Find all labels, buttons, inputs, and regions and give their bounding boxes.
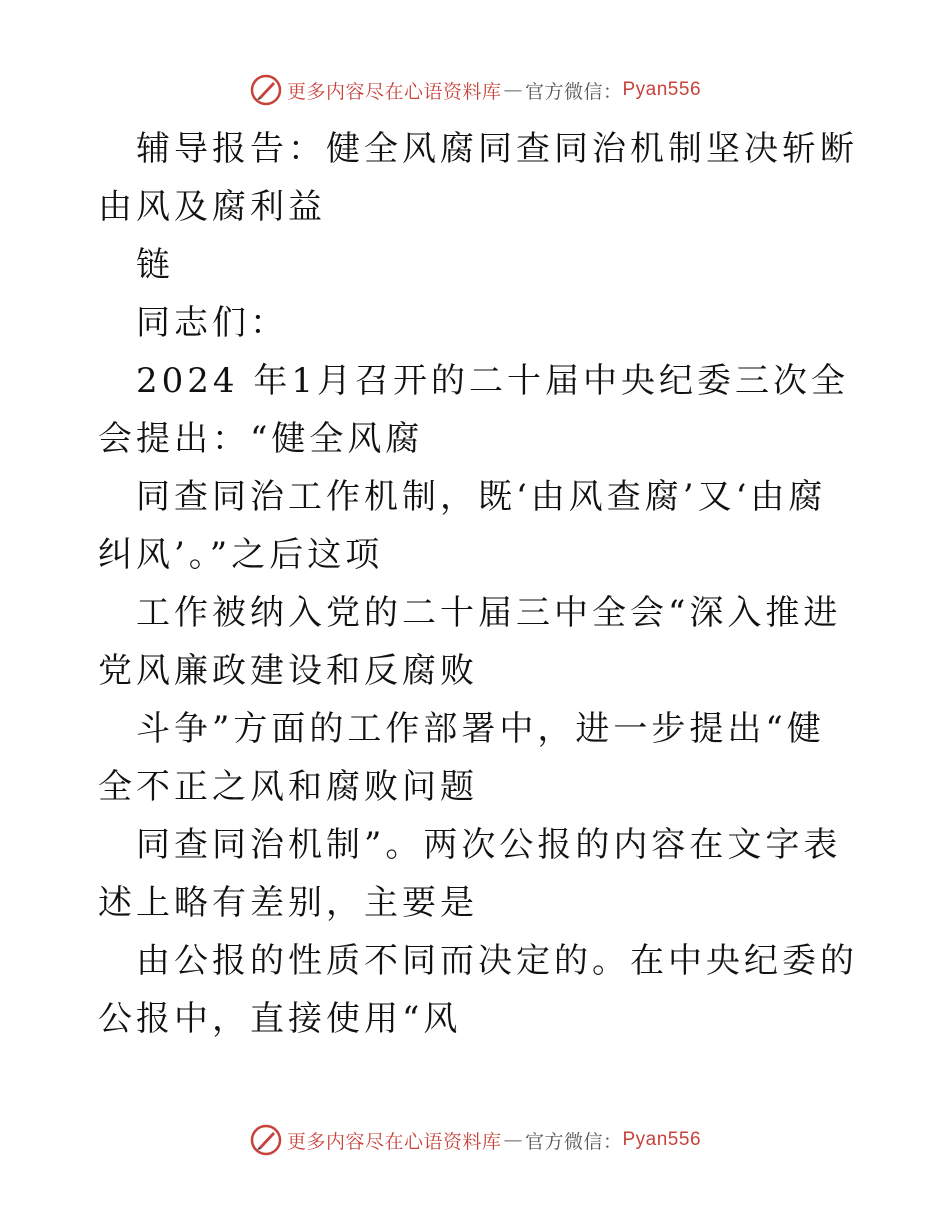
document-paragraph: 由公报的性质不同而决定的。在中央纪委的公报中，直接使用“风 — [98, 941, 858, 1039]
watermark-dash: — — [503, 79, 523, 101]
document-paragraph: 链 — [136, 245, 174, 285]
watermark-wechat-label: 官方微信： — [524, 1130, 623, 1153]
watermark-wechat-id: Pyan556 — [622, 1129, 702, 1150]
document-paragraph: 同查同治工作机制，既‘由风查腐’又‘由腐纠风’。”之后这项 — [98, 477, 827, 575]
quill-logo-icon — [249, 1123, 283, 1157]
document-paragraph: 斗争”方面的工作部署中，进一步提出“健全不正之风和腐败问题 — [98, 709, 825, 807]
watermark-wechat-label: 官方微信： — [524, 80, 623, 103]
salutation: 同志们： — [136, 303, 288, 343]
watermark-dash: — — [503, 1129, 523, 1151]
document-paragraph: 同查同治机制”。两次公报的内容在文字表述上略有差别，主要是 — [98, 825, 842, 923]
footer-watermark — [0, 1120, 950, 1160]
watermark-wechat-id: Pyan556 — [622, 79, 702, 100]
watermark-library-text: 更多内容尽在心语资料库 — [286, 80, 502, 103]
document-paragraph: 2024 年1月召开的二十届中央纪委三次全会提出：“健全风腐 — [98, 361, 849, 459]
header-watermark — [0, 70, 950, 110]
quill-logo-icon — [249, 73, 283, 107]
watermark-library-text: 更多内容尽在心语资料库 — [286, 1130, 502, 1153]
document-body — [98, 120, 858, 1048]
document-paragraph: 工作被纳入党的二十届三中全会“深入推进党风廉政建设和反腐败 — [98, 593, 842, 691]
document-title: 辅导报告：健全风腐同查同治机制坚决斩断由风及腐利益 — [98, 129, 858, 227]
